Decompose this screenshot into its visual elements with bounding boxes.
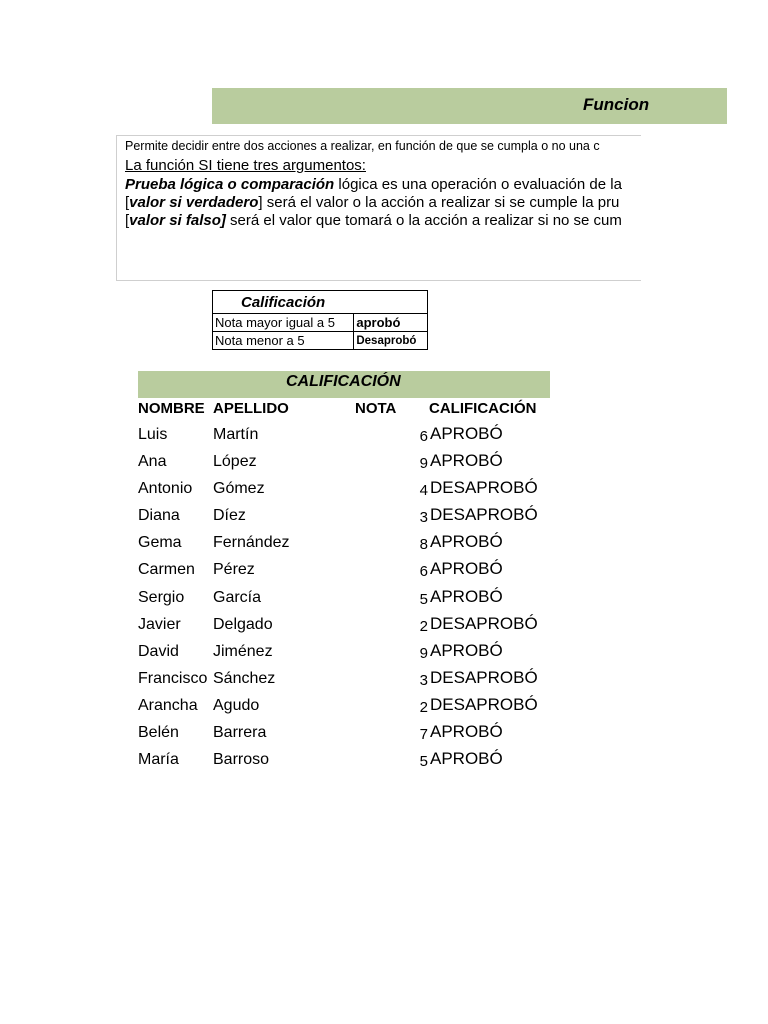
cell-calificacion[interactable]: APROBÓ — [430, 640, 503, 660]
column-header-calificacion[interactable]: CALIFICACIÓN — [429, 400, 537, 417]
cell-nombre[interactable]: Arancha — [138, 696, 198, 714]
cell-nota[interactable]: 3 — [419, 509, 428, 527]
cell-nota[interactable]: 6 — [419, 428, 428, 445]
table-row — [0, 559, 768, 586]
table-row — [0, 478, 768, 505]
cell-nombre[interactable]: Belén — [138, 724, 179, 742]
cell-apellido[interactable]: Gómez — [213, 480, 265, 498]
cell-nota[interactable]: 2 — [419, 698, 428, 716]
criteria-header[interactable]: Calificación — [213, 291, 428, 314]
arg-prueba-logica: Prueba lógica o comparación — [125, 176, 335, 193]
column-header-nombre[interactable]: NOMBRE — [138, 400, 205, 417]
title-banner — [212, 88, 727, 124]
table-row — [0, 424, 768, 451]
arg-valor-falso: valor si falso] — [129, 212, 226, 229]
cell-nombre[interactable]: Diana — [138, 507, 180, 525]
description-line-2: La función SI tiene tres argumentos: — [125, 157, 366, 174]
cell-nombre[interactable]: Francisco — [138, 669, 208, 687]
cell-nota[interactable]: 5 — [419, 753, 428, 771]
table-row — [0, 722, 768, 749]
cell-nota[interactable]: 7 — [419, 726, 428, 744]
table-row — [0, 587, 768, 614]
grades-table-body — [0, 424, 768, 776]
description-line-3 — [125, 176, 622, 193]
table-row — [0, 695, 768, 722]
cell-nota[interactable]: 2 — [419, 617, 428, 635]
cell-apellido[interactable]: Sánchez — [213, 669, 276, 687]
bracket: [ — [125, 194, 130, 211]
criteria-header-row — [213, 291, 428, 314]
table-row — [0, 614, 768, 641]
criteria-result[interactable]: Desaprobó — [354, 332, 428, 350]
cell-apellido[interactable]: Pérez — [213, 561, 255, 579]
cell-nombre[interactable]: María — [138, 751, 179, 769]
grades-title: CALIFICACIÓN — [286, 373, 401, 390]
cell-calificacion[interactable]: APROBÓ — [430, 532, 503, 552]
cell-nombre[interactable]: Carmen — [138, 561, 195, 579]
cell-calificacion[interactable]: DESAPROBÓ — [430, 613, 538, 633]
criteria-condition[interactable]: Nota mayor igual a 5 — [213, 314, 354, 332]
arg-valor-verdadero: valor si verdadero — [129, 194, 259, 211]
cell-nota[interactable]: 4 — [419, 482, 428, 500]
cell-calificacion[interactable]: APROBÓ — [430, 722, 503, 742]
cell-apellido[interactable]: Agudo — [213, 696, 260, 714]
cell-calificacion[interactable]: APROBÓ — [430, 586, 503, 606]
cell-apellido[interactable]: Díez — [213, 507, 246, 525]
bracket: [ — [125, 212, 130, 229]
cell-apellido[interactable]: Fernández — [213, 534, 290, 552]
cell-nombre[interactable]: David — [138, 642, 179, 660]
cell-nombre[interactable]: Javier — [138, 615, 181, 633]
cell-apellido[interactable]: Martín — [213, 426, 259, 443]
cell-nota[interactable]: 5 — [419, 590, 428, 608]
cell-calificacion[interactable]: DESAPROBÓ — [430, 694, 538, 714]
criteria-table — [212, 290, 428, 350]
cell-nota[interactable]: 9 — [419, 455, 428, 473]
column-header-nota[interactable]: NOTA — [355, 400, 397, 417]
table-row — [0, 532, 768, 559]
description-line-1: Permite decidir entre dos acciones a realizar, en función de que se cumpla o no una c — [125, 139, 600, 153]
criteria-condition[interactable]: Nota menor a 5 — [213, 332, 354, 350]
cell-calificacion[interactable]: DESAPROBÓ — [430, 505, 538, 525]
grades-title-banner — [138, 371, 550, 398]
cell-nota[interactable]: 6 — [419, 563, 428, 581]
cell-nota[interactable]: 8 — [419, 536, 428, 554]
cell-nota[interactable]: 3 — [419, 671, 428, 689]
cell-calificacion[interactable]: APROBÓ — [430, 559, 503, 579]
cell-apellido[interactable]: García — [213, 588, 262, 606]
table-row — [0, 505, 768, 532]
table-row — [0, 641, 768, 668]
cell-calificacion[interactable]: APROBÓ — [430, 749, 503, 769]
cell-calificacion[interactable]: DESAPROBÓ — [430, 667, 538, 687]
cell-nombre[interactable]: Antonio — [138, 480, 193, 498]
criteria-row — [213, 332, 428, 350]
arg-valor-falso-text: será el valor que tomará o la acción a realizar si no se cum — [225, 212, 622, 229]
cell-apellido[interactable]: Barrera — [213, 724, 267, 742]
column-header-apellido[interactable]: APELLIDO — [213, 400, 289, 417]
table-row — [0, 451, 768, 478]
cell-nombre[interactable]: Ana — [138, 453, 167, 471]
cell-nombre[interactable]: Luis — [138, 426, 168, 443]
cell-calificacion[interactable]: APROBÓ — [430, 451, 503, 471]
cell-calificacion[interactable]: DESAPROBÓ — [430, 478, 538, 498]
cell-calificacion[interactable]: APROBÓ — [430, 424, 503, 443]
table-row — [0, 749, 768, 776]
cell-nombre[interactable]: Sergio — [138, 588, 185, 606]
cell-nota[interactable]: 9 — [419, 644, 428, 662]
cell-apellido[interactable]: López — [213, 453, 257, 471]
description-line-4 — [125, 194, 619, 211]
table-row — [0, 668, 768, 695]
cell-apellido[interactable]: Jiménez — [213, 642, 273, 660]
cell-nombre[interactable]: Gema — [138, 534, 182, 552]
cell-apellido[interactable]: Barroso — [213, 751, 270, 769]
arg-valor-verdadero-text: ] será el valor o la acción a realizar si se cumple la pru — [258, 194, 620, 211]
description-box — [116, 135, 641, 281]
arg-prueba-logica-text: lógica es una operación o evaluación de la — [334, 176, 622, 193]
page-title: Funcion — [583, 95, 650, 114]
description-line-5 — [125, 212, 622, 229]
criteria-result[interactable]: aprobó — [354, 314, 428, 332]
criteria-row — [213, 314, 428, 332]
cell-apellido[interactable]: Delgado — [213, 615, 273, 633]
